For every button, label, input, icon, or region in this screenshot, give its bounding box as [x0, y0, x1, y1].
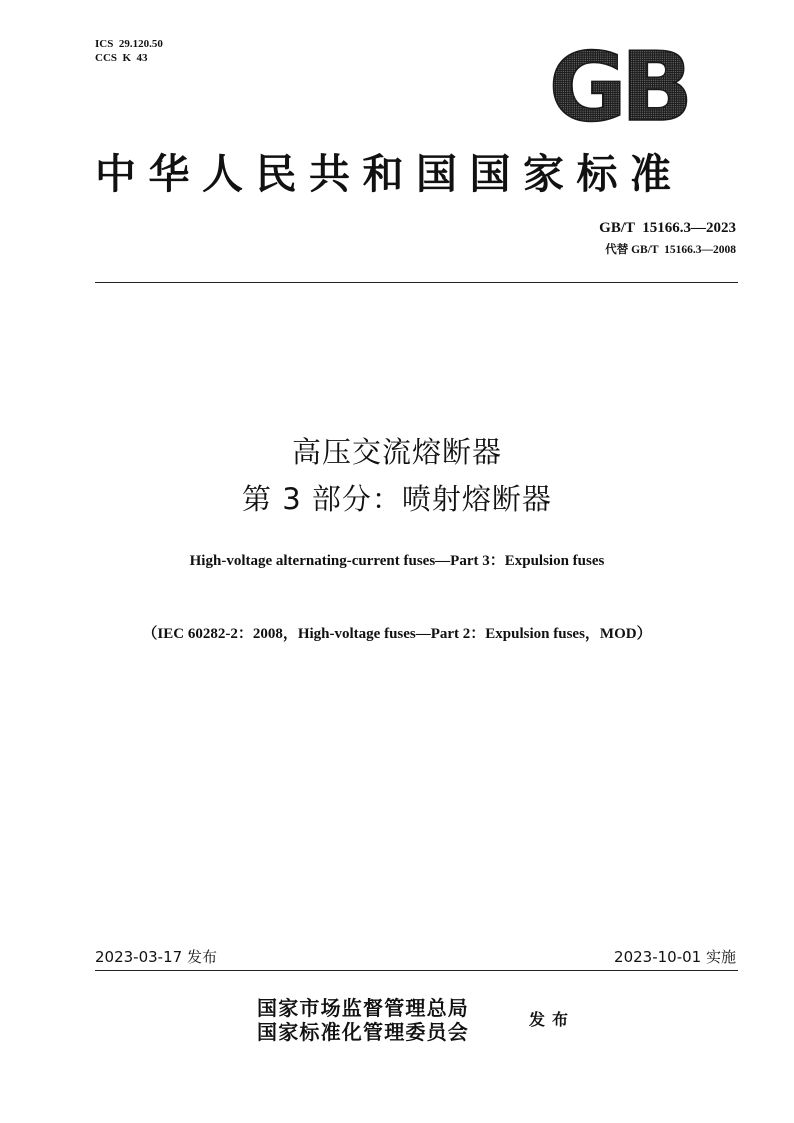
- replaces-standard: 代替 GB/T 15166.3—2008: [605, 244, 736, 256]
- issue-date: 2023-03-17 发布: [95, 948, 217, 966]
- iec-reference: （IEC 60282-2：2008，High-voltage fuses—Part 2：Expulsion fuses，MOD）: [142, 626, 652, 642]
- implementation-date: 2023-10-01 实施: [614, 948, 736, 966]
- gb-logo: [538, 44, 698, 126]
- national-standard-title: 中华人民共和国国家标准: [95, 150, 684, 198]
- standard-number: GB/T 15166.3—2023: [599, 220, 736, 236]
- publisher-sac: 国家标准化管理委员会: [257, 1020, 469, 1044]
- ccs-code: CCS K 43: [95, 52, 148, 64]
- footer-divider: [95, 970, 738, 971]
- title-sub-zh: 第 3 部分：喷射熔断器: [242, 482, 552, 516]
- title-english: High-voltage alternating-current fuses—Part 3：Expulsion fuses: [189, 553, 605, 569]
- ics-code: ICS 29.120.50: [95, 38, 163, 50]
- header-divider: [95, 282, 738, 283]
- title-main-zh: 高压交流熔断器: [291, 435, 502, 469]
- publisher-samr: 国家市场监督管理总局: [257, 996, 469, 1020]
- publish-label: 发布: [529, 1010, 576, 1029]
- gb-logo-text: GB: [548, 44, 688, 126]
